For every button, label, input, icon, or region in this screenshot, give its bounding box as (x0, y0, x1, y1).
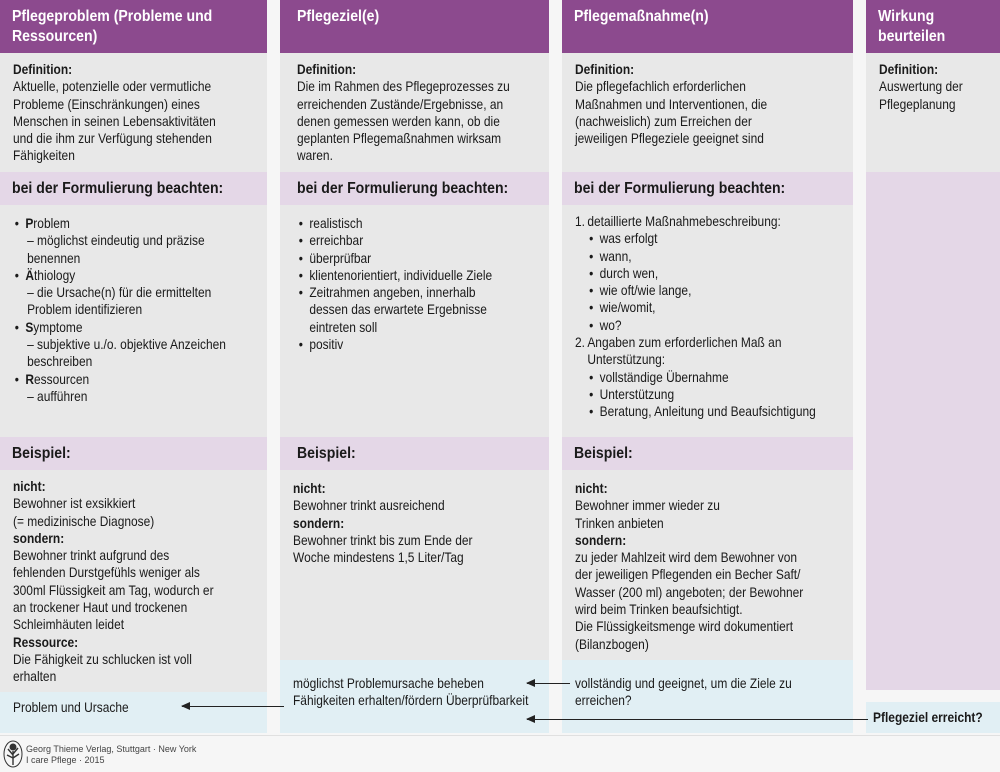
list-item: • Unterstützung (587, 386, 840, 403)
item-sub: – möglichst eindeutig und präzise benennen (27, 233, 205, 266)
example-band (0, 437, 267, 470)
publisher-text: Georg Thieme Verlag, Stuttgart · New York I care Pflege · 2015 (26, 744, 197, 765)
example-label: nicht: (575, 481, 608, 496)
definition-label: Definition: (13, 62, 73, 77)
list-item: • Beratung, Anleitung und Beaufsichtigung (587, 403, 840, 420)
initial: R (25, 371, 34, 387)
example-pflegemassnahme (562, 470, 853, 660)
list-item: • überprüfbar (297, 250, 536, 267)
column-header-text: Pflegeproblem (Probleme und Ressourcen) (12, 8, 213, 45)
item-number: 2. (575, 335, 585, 351)
list-item: • wo? (587, 317, 840, 334)
footer (0, 735, 1000, 772)
formulation-list-pflegeziel (280, 205, 549, 437)
initial: Ä (25, 267, 34, 283)
definition-label: Definition: (575, 62, 635, 77)
bottom-text: vollständig und geeignet, um die Ziele zu erreichen? (575, 676, 792, 709)
formulation-band (562, 172, 853, 205)
definition-text: Aktuelle, potenzielle oder vermutliche Probleme (Einschränkungen) eines Menschen in seinen Lebensaktivitäten und die ihm zur Verfügung stehenden Fähigkeiten (13, 79, 216, 164)
item-text: Angaben zum erforderlichen Maß an Unterstützung: (587, 335, 782, 368)
list-item: • durch wen, (587, 265, 840, 282)
item-text: detaillierte Maßnahmebeschreibung: (587, 214, 781, 229)
list-item: • vollständige Übernahme (587, 369, 840, 386)
example-text: Die Fähigkeit zu schlucken ist voll erhalten (13, 651, 192, 685)
list-item (13, 371, 254, 406)
example-text: Bewohner immer wieder zu Trinken anbieten (575, 498, 720, 531)
example-label: nicht: (293, 481, 326, 496)
item-text: essourcen (33, 371, 90, 387)
example-band (280, 437, 549, 470)
item-text: ymptome (33, 319, 83, 335)
example-pflegeziel (280, 470, 549, 660)
list-item: • klientenorientiert, individuelle Ziele (297, 267, 536, 284)
item-sub: – aufführen (27, 388, 88, 404)
column-header-pflegeziel (280, 0, 549, 53)
example-label: nicht: (13, 479, 46, 494)
list-item: • Zeitrahmen angeben, innerhalb dessen das erwartete Ergebnisse eintreten soll (297, 284, 536, 336)
column-header-pflegeproblem (0, 0, 267, 53)
bottom-wirkung (866, 702, 1000, 733)
band-text: Beispiel: (297, 445, 356, 462)
column-header-pflegemassnahme (562, 0, 853, 53)
band-text: bei der Formulierung beachten: (297, 180, 509, 197)
example-text: Bewohner ist exsikkiert (= medizinische Diagnose) (13, 496, 155, 529)
example-band (562, 437, 853, 470)
list-item: • erreichbar (297, 232, 536, 249)
item-sub: – die Ursache(n) für die ermittelten Problem identifizieren (27, 285, 212, 318)
definition-text: Die im Rahmen des Pflegeprozesses zu erreichenden Zustände/Ergebnisse, an denen gemessen werden kann, ob die geplanten Pflegemaßnahmen wirksam waren. (297, 79, 510, 164)
definition-label: Definition: (879, 62, 939, 77)
column-header-text: Pflegeziel(e) (297, 8, 380, 25)
definition-label: Definition: (297, 62, 357, 77)
example-text: Bewohner trinkt aufgrund des fehlenden Durstgefühls weniger als 300ml Flüssigkeit am Tag, wodurch er an trockener Haut und trockenen Schleimhäuten leidet (13, 548, 214, 633)
arrow-left-icon (527, 719, 868, 720)
example-pflegeproblem (0, 470, 267, 692)
list-item: • realistisch (297, 215, 536, 232)
list-item: • wie/womit, (587, 299, 840, 316)
list-item (13, 319, 254, 371)
example-label: sondern: (575, 532, 627, 548)
formulation-list-pflegeproblem (0, 205, 267, 437)
list-item (13, 215, 254, 267)
evaluation-area (866, 172, 1000, 690)
example-text: zu jeder Mahlzeit wird dem Bewohner von der jeweiligen Pflegenden ein Becher Saft/ Wasser (200 ml) angeboten; der Bewohner wird beim Trinken beaufsichtigt. Die Flüssigkeitsmenge wird dokumentiert (Bilanzbogen) (575, 550, 804, 652)
numbered-item (575, 334, 840, 420)
definition-text: Die pflegefachlich erforderlichen Maßnahmen und Interventionen, die (nachweislich) zum Erreichen der jeweiligen Pflegeziele geeignet sind (575, 79, 768, 147)
definition-text: Auswertung der Pflegeplanung (879, 79, 963, 112)
column-header-wirkung (866, 0, 1000, 53)
column-header-text: Wirkung beurteilen (878, 8, 946, 45)
example-text: Bewohner trinkt ausreichend (293, 498, 445, 514)
list-item: • wann, (587, 248, 840, 265)
list-item: • was erfolgt (587, 230, 840, 247)
initial: P (25, 216, 34, 231)
formulation-list-pflegemassnahme (562, 205, 853, 437)
item-text: thiology (33, 267, 76, 283)
initial: S (25, 319, 34, 335)
arrow-left-icon (182, 706, 284, 707)
formulation-band (0, 172, 267, 205)
column-header-text: Pflegemaßnahme(n) (574, 8, 709, 25)
tree-logo-icon (3, 739, 23, 769)
bottom-text: möglichst Problemursache beheben Fähigkeiten erhalten/fördern Überprüfbarkeit (293, 676, 529, 709)
definition-pflegeziel (280, 53, 549, 172)
definition-pflegemassnahme (562, 53, 853, 172)
arrow-left-icon (527, 683, 570, 684)
example-label: sondern: (293, 515, 345, 531)
example-text: Bewohner trinkt bis zum Ende der Woche mindestens 1,5 Liter/Tag (293, 532, 473, 566)
bottom-text: Problem und Ursache (13, 700, 129, 715)
definition-pflegeproblem (0, 53, 267, 172)
bottom-pflegemassnahme (562, 660, 853, 733)
formulation-band (280, 172, 549, 205)
item-text: roblem (33, 216, 70, 231)
band-text: Beispiel: (574, 445, 633, 462)
list-item (13, 267, 254, 319)
list-item: • wie oft/wie lange, (587, 282, 840, 299)
band-text: bei der Formulierung beachten: (574, 180, 786, 197)
definition-wirkung (866, 53, 1000, 172)
numbered-item (575, 213, 840, 334)
example-label: Ressource: (13, 634, 79, 650)
list-item: • positiv (297, 336, 536, 353)
item-sub: – subjektive u./o. objektive Anzeichen beschreiben (27, 337, 226, 370)
band-text: bei der Formulierung beachten: (12, 180, 224, 197)
band-text: Beispiel: (12, 445, 71, 462)
item-number: 1. (575, 214, 585, 229)
example-label: sondern: (13, 530, 65, 546)
bottom-text: Pflegeziel erreicht? (873, 710, 983, 725)
bottom-pflegeziel (280, 660, 549, 733)
bottom-pflegeproblem (0, 692, 267, 733)
